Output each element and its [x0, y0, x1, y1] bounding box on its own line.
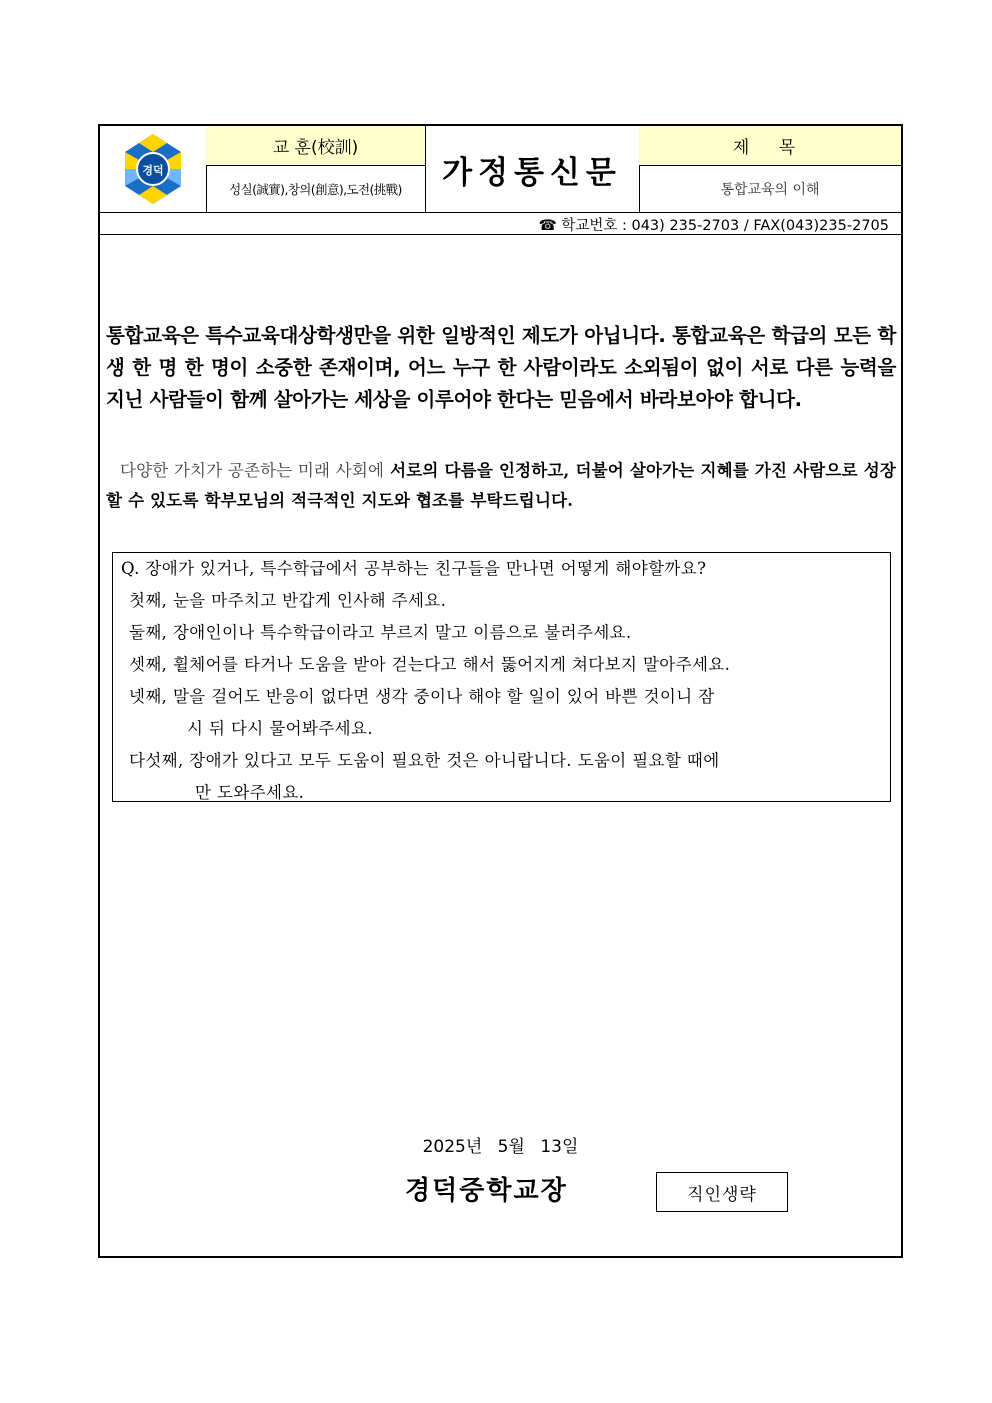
qa-answer-5: 다섯째, 장애가 있다고 모두 도움이 필요한 것은 아니랍니다. 도움이 필요할 때에 [129, 751, 720, 770]
intro-paragraph: 통합교육은 특수교육대상학생만을 위한 일방적인 제도가 아닙니다. 통합교육은 학급의 모든 학생 한 명 한 명이 소중한 존재이며, 어느 누구 한 사람이라도 소외됨이 없이 서로 다른 능력을 지닌 사람들이 함께 살아가는 세상을 이루어야 한다는 믿음에서 바라보아야 합니다. [106, 324, 896, 411]
title-cell [425, 126, 640, 212]
qa-box [112, 552, 891, 802]
motto-cell [206, 126, 426, 212]
newsletter-frame [98, 124, 903, 1258]
seal-omitted-box: 직인생략 [656, 1172, 788, 1212]
school-logo-icon [100, 126, 206, 212]
subject-text: 통합교육의 이해 [720, 182, 820, 198]
request-paragraph [106, 456, 896, 516]
contact-info: ☎ 학교번호 : 043) 235-2703 / FAX(043)235-2705 [538, 218, 889, 234]
qa-answer-5-cont: 만 도와주세요. [195, 783, 305, 802]
logo-text: 경덕 [142, 164, 164, 177]
qa-answer-2: 둘째, 장애인이나 특수학급이라고 부르지 말고 이름으로 불러주세요. [129, 623, 632, 642]
qa-answer-4: 넷째, 말을 걸어도 반응이 없다면 생각 중이나 해야 할 일이 있어 바쁜 것이니 잠 [129, 687, 715, 706]
qa-answer-4-cont: 시 뒤 다시 물어봐주세요. [187, 719, 373, 738]
issue-date: 2025년 5월 13일 [422, 1137, 579, 1157]
school-logo-cell [100, 126, 207, 212]
principal-signature: 경덕중학교장 [405, 1176, 568, 1206]
qa-answer-1: 첫째, 눈을 마주치고 반갑게 인사해 주세요. [129, 591, 447, 610]
document-title: 가정통신문 [442, 154, 622, 191]
request-text-light: 다양한 가치가 공존하는 미래 사회에 [120, 461, 385, 480]
subject-cell [639, 126, 901, 212]
motto-text: 성실(誠實),창의(創意),도전(挑戰) [229, 182, 402, 197]
qa-answer-3: 셋째, 휠체어를 타거나 도움을 받아 걷는다고 해서 뚫어지게 쳐다보지 말아주세요. [129, 655, 731, 674]
motto-label: 교 훈(校訓) [206, 126, 425, 166]
qa-question: Q. 장애가 있거나, 특수학급에서 공부하는 친구들을 만나면 어떻게 해야할까요? [121, 559, 707, 578]
contact-row [100, 213, 901, 235]
request-text-bold: 서로의 다름을 인정하고, 더불어 살아가는 지혜를 가진 사람으로 성장할 수 있도록 학부모님의 적극적인 지도와 협조를 부탁드립니다. [106, 461, 896, 510]
header-table [100, 126, 901, 213]
subject-label: 제 목 [639, 126, 901, 166]
